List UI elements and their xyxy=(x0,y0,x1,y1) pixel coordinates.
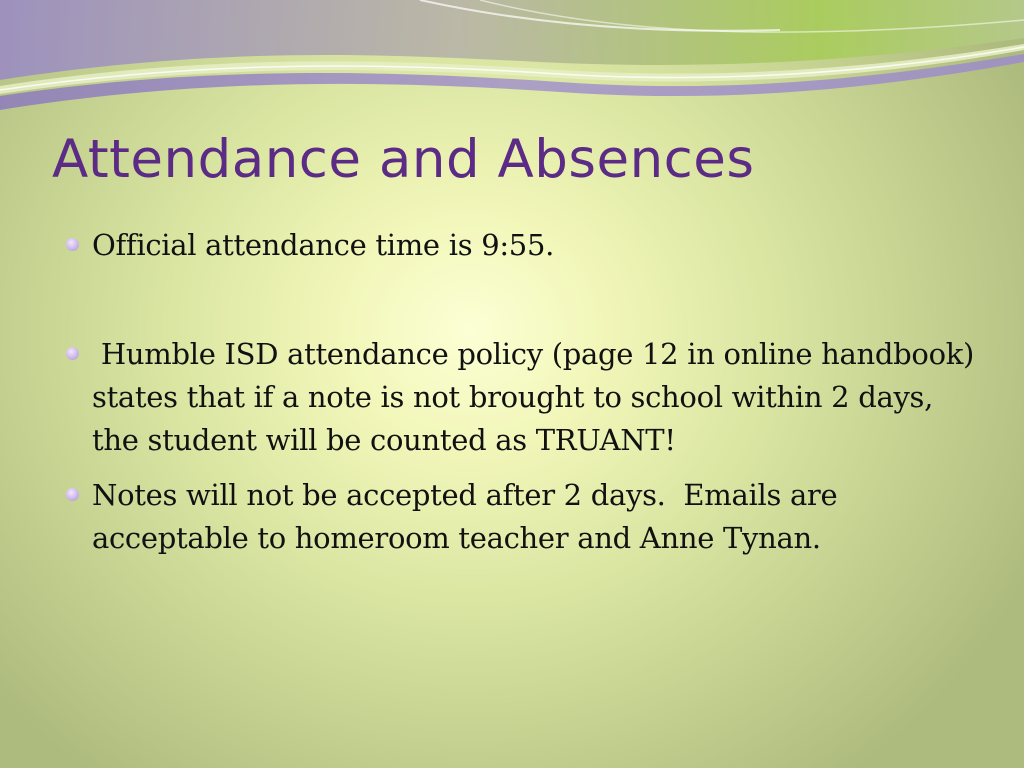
slide-title: Attendance and Absences xyxy=(52,129,755,190)
bullet-item xyxy=(92,474,982,560)
bullet-text: Humble ISD attendance policy (page 12 in online handbook) states that if a note is not brought to school within 2 days, the student will be counted as TRUANT! xyxy=(92,337,975,457)
bullet-dot-icon xyxy=(66,488,79,501)
bullet-item xyxy=(92,333,982,462)
bullet-text: Notes will not be accepted after 2 days. Emails are acceptable to homeroom teacher and Anne Tynan. xyxy=(92,478,838,555)
bullet-text: Official attendance time is 9:55. xyxy=(92,228,555,262)
bullet-dot-icon xyxy=(66,347,79,360)
bullet-item xyxy=(92,224,982,267)
bullet-dot-icon xyxy=(66,238,79,251)
